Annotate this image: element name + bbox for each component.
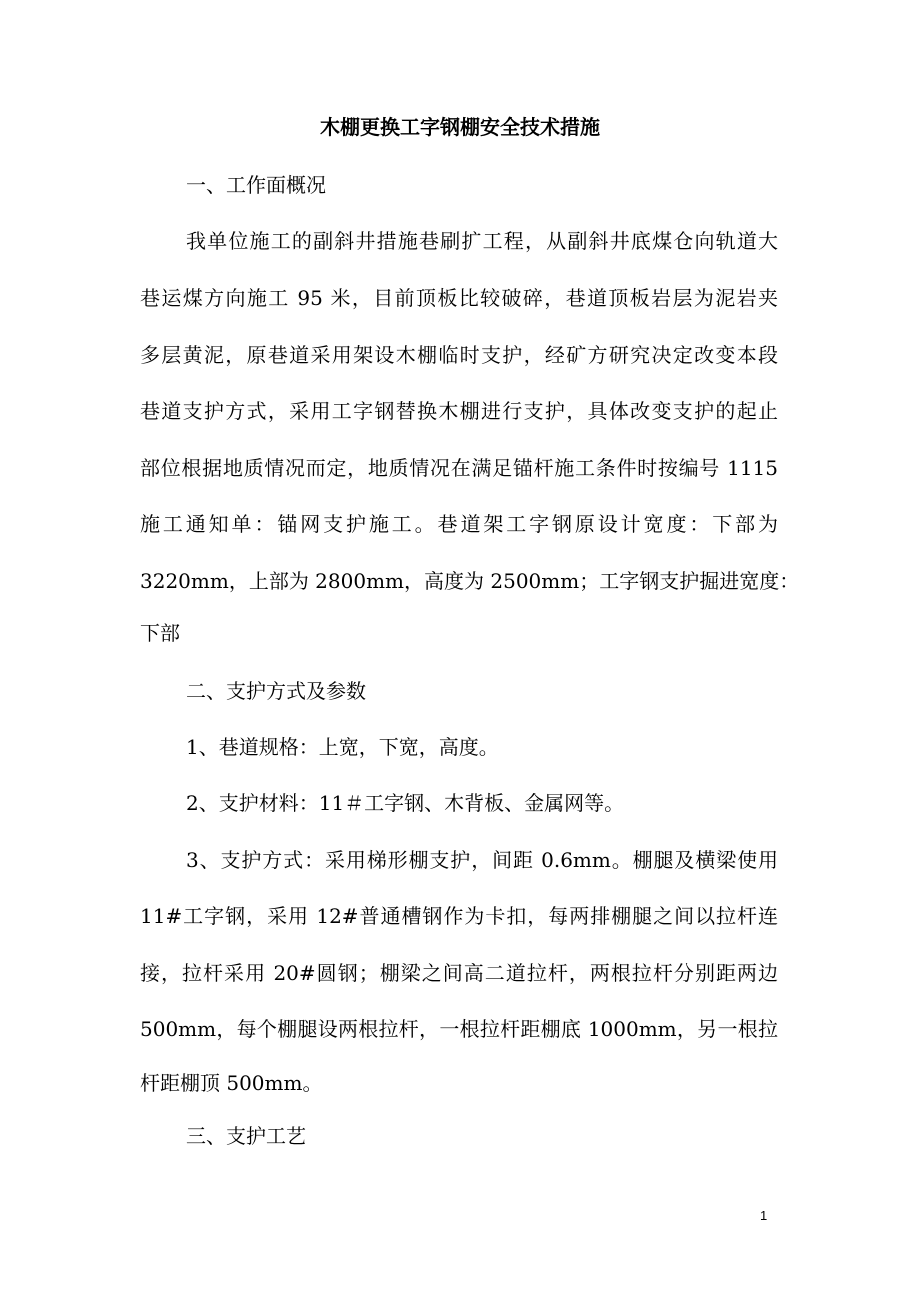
list-item-1: 1、巷道规格：上宽，下宽，高度。 — [186, 735, 499, 759]
paragraph-line: 下部 — [140, 621, 180, 645]
paragraph-line: 杆距棚顶 500mm。 — [140, 1071, 323, 1095]
paragraph-line: 3220mm，上部为 2800mm，高度为 2500mm；工字钢支护掘进宽度： — [140, 569, 800, 593]
paragraph-line: 500mm，每个棚腿设两根拉杆，一根拉杆距棚底 1000mm，另一根拉 — [140, 1017, 778, 1041]
section-heading-1: 一、工作面概况 — [186, 173, 326, 197]
list-item-2: 2、支护材料：11＃工字钢、木背板、金属网等。 — [186, 791, 625, 815]
paragraph-line: 巷道支护方式，采用工字钢替换木棚进行支护，具体改变支护的起止 — [140, 399, 778, 423]
paragraph-line: 巷运煤方向施工 95 米，目前顶板比较破碎，巷道顶板岩层为泥岩夹 — [140, 286, 778, 310]
paragraph-line: 接，拉杆采用 20#圆钢；棚梁之间高二道拉杆，两根拉杆分别距两边 — [140, 961, 778, 985]
document-title: 木棚更换工字钢棚安全技术措施 — [320, 115, 600, 139]
paragraph-line: 11#工字钢，采用 12#普通槽钢作为卡扣，每两排棚腿之间以拉杆连 — [140, 904, 778, 928]
paragraph-line: 多层黄泥，原巷道采用架设木棚临时支护，经矿方研究决定改变本段 — [140, 343, 778, 367]
paragraph-line: 部位根据地质情况而定，地质情况在满足锚杆施工条件时按编号 1115 — [140, 456, 778, 480]
section-heading-3: 三、支护工艺 — [186, 1124, 306, 1148]
section-heading-2: 二、支护方式及参数 — [186, 679, 366, 703]
paragraph-line: 施工通知单：锚网支护施工。巷道架工字钢原设计宽度：下部为 — [140, 512, 778, 536]
paragraph-line: 我单位施工的副斜井措施巷刷扩工程，从副斜井底煤仓向轨道大 — [186, 229, 778, 253]
page-number: 1 — [760, 1208, 768, 1223]
paragraph-line: 3、支护方式：采用梯形棚支护，间距 0.6mm。棚腿及横梁使用 — [186, 848, 778, 872]
